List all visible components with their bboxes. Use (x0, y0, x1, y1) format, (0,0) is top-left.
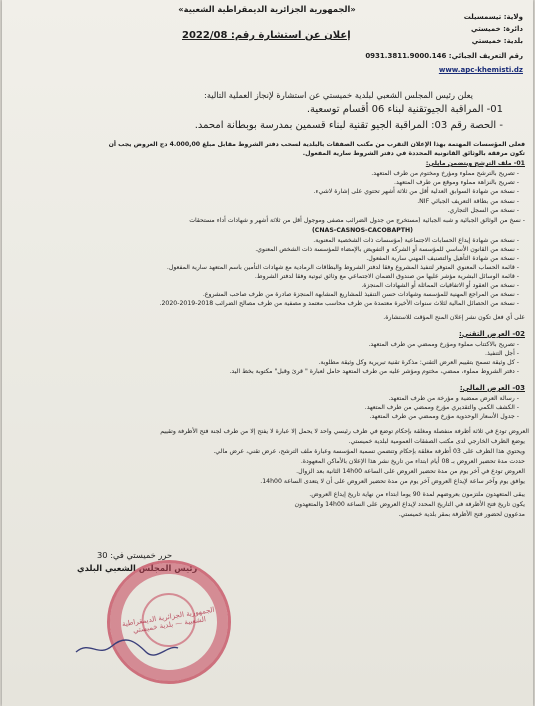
body-line: - نسخة من شهادة إيداع الحسابات الاجتماعية (مؤسسات ذات الشخصية المعنوية. (313, 237, 519, 244)
daira-label: دائرة: خميستي (470, 25, 523, 33)
body-line: (CNAS-CASNOS-CACOBAPTH) (311, 227, 413, 234)
lot-line-1: 01- المراقبة الجيوتقنية لبناء 06 أقسام توسعية. (306, 104, 503, 115)
signatory-title: رئيس المجلس الشعبي البلدي (77, 563, 198, 573)
section-heading: 01- ملف الترشح ويتضمن مايلي: (425, 160, 525, 167)
body-line: - جدول الأسعار الوحدوية مؤرخ وممضي من طرف المتعهد. (369, 413, 519, 420)
body-line: - دفتر الشروط مملوء، ممضي، مختوم ومؤشر عليه من طرف المتعهد حامل لعبارة " قرئ وقبل" مكتوبة بخط اليد. (229, 368, 519, 375)
body-line: - نسخة من السجل التجاري. (447, 207, 519, 214)
stamp-text: الجمهورية الجزائرية الديمقراطية الشعبية — بلدية خميستي (121, 605, 216, 635)
republic-title: «الجمهورية الجزائرية الديمقراطية الشعبية» (178, 4, 356, 14)
body-line: - نسخة من العقود أو الاتفاقيات المماثلة أو الشهادات المنجزة. (361, 282, 519, 289)
body-line: - رسالة العرض ممضية و مؤرخة من طرف المتعهد. (388, 395, 519, 402)
body-line: - نسخة من المراجع المهنية للمؤسسة وشهادات حسن التنفيذ للمشاريع المشابهة المنجزة صادرة من طرف صاحب المشروع. (202, 291, 519, 298)
body-line: - قائمة الحساب المعنوي المتوفر لتنفيذ المشروع وفقا لدفتر الشروط والبطاقات الرمادية مع شهادات التأمين باسم المتعهد سارية المفعول. (166, 264, 519, 271)
body-line: - قائمة الوسائل البشرية مؤشر عليها من صندوق الضمان الاجتماعي مع وثائق ثبوتية وفقا لدفتر الشروط. (254, 273, 519, 280)
body-line: يوافق يوم وآخر ساعة لإيداع العروض آخر يوم من مدة تحضير العروض على أن لا يتعدى الساعة 14h00. (260, 478, 525, 485)
baladia-label: بلدية: خميستي (471, 37, 523, 45)
intro-text: يعلن رئيس المجلس الشعبي لبلدية خميستي عن استشارة لإنجاز العملية التالية: (204, 90, 473, 100)
body-line: فعلى المؤسسات المهتمة بهذا الإعلان التقرب من مكتب الصفقات بالبلدية لسحب دفتر الشروط مقابل مبلغ 4.000,00 دج العروض يجب أن (108, 141, 525, 148)
tax-id: رقم التعريف الجبائي: 0931.3811.9000.146 (365, 52, 523, 60)
body-line: - نسخة من بطاقة التعريف الجبائي NIF. (417, 198, 519, 205)
section-heading: 02- العرض التقني: (459, 330, 525, 338)
body-line: العروض تودع في ثلاثة أظرفة منفصلة ومغلقة بإحكام توضع في ظرف رئيسي واحد لا يحمل إلا عبارة لا يفتح إلا من طرف لجنة فتح الأظرفة وتقييم (160, 428, 529, 435)
body-line: - أجل التنفيذ. (485, 350, 519, 357)
body-line: حددت مدة تحضير العروض بـ 08 أيام ابتداء من تاريخ نشر هذا الإعلان بالأماكن المعهودة. (300, 458, 525, 465)
body-line: - نسخة من شهادة السوابق العدلية أقل من ثلاثة أشهر تحتوي على إشارة لاشيء. (313, 188, 519, 195)
body-line: مدعوون لحضور فتح الأظرفة بمقر بلدية خميستي. (398, 511, 525, 518)
section-heading: 03- العرض المالي: (459, 384, 525, 392)
body-line: - تصريح بالنزاهة مملوء وموقع من طرف المتعهد. (394, 179, 519, 186)
body-line: تكون مرفقة بالوثائق القانونية المحددة في دفتر الشروط سارية المفعول. (302, 150, 525, 157)
lot-line-2: - الحصة رقم 03: المراقبة الجيو تقنية لبناء قسمين بمدرسة بوبطانة امحمد. (194, 120, 503, 131)
website-link[interactable]: www.apc-khemisti.dz (438, 66, 523, 74)
signature-scribble (72, 636, 182, 660)
body-line: - نسخة من الحصائل المالية لثلاث سنوات الأخيرة معتمدة من طرف محاسب معتمد و مصفية من طرف مصالح الضرائب 2018-2019-2020. (159, 300, 519, 307)
body-line: - كل وثيقة تسمح بتقييم العرض التقني: مذكرة تقنية تبريرية وكل وثيقة مطلوبة. (318, 359, 519, 366)
body-line: يبقى المتعهدون ملتزمون بعروضهم لمدة 90 يوما ابتداء من نهاية تاريخ إيداع العروض. (309, 491, 525, 498)
body-line: العروض تودع في آخر يوم من مدة تحضير العروض على الساعة 14h00 الثانية بعد الزوال. (296, 468, 525, 475)
body-line: على أي فعل تكون نشر إعلان المنح المؤقت للاستشارة. (383, 314, 525, 321)
body-line: - تصريح بالاكتتاب مملوء ومؤرخ وممضي من طرف المتعهد. (368, 341, 519, 348)
body-line: يوضع الظرف الخارجي لدى مكتب الصفقات العمومية لبلدية خميستي. (348, 438, 525, 445)
wilaya-label: ولاية: تيسمسيلت (463, 13, 523, 21)
body-line: - الكشف الكمي والتقديري مؤرخ وممضي من طرف المتعهد. (364, 404, 519, 411)
body-line: يكون تاريخ فتح الأظرفة في التاريخ المحدد لإيداع العروض على الساعة 14h00 والمتعهدون (294, 501, 525, 508)
notice-title: إعلان عن استشارة رقم: 2022/08 (182, 30, 351, 41)
body-line: - نسخة من شهادة التأهيل والتصنيف المهني سارية المفعول. (366, 255, 519, 262)
body-line: - نسخة من القانون الأساسي للمؤسسة أو الشركة و التفويض بالإمضاء للمؤسسة ذات الشخص المعنوي. (255, 246, 519, 253)
date-line: حرر خميستي في: 30 (97, 550, 173, 560)
body-line: - نسخ من الوثائق الجبائية و شبه الجبائية (مستخرج من جدول الضرائب مصفى وموجول أقل من ثلاثة أشهر و شهادات أداء مستحقات (189, 217, 525, 224)
body-line: - تصريح بالترشح مملوء ومؤرخ ومختوم من طرف المتعهد. (371, 170, 519, 177)
body-line: ويحتوي هذا الظرف على 03 أظرفة مغلقة بإحكام وتتضمن تسمية المؤسسة وعبارة ملف الترشح، عرض تقني، عرض مالي. (213, 448, 525, 455)
document-page (2, 0, 533, 706)
